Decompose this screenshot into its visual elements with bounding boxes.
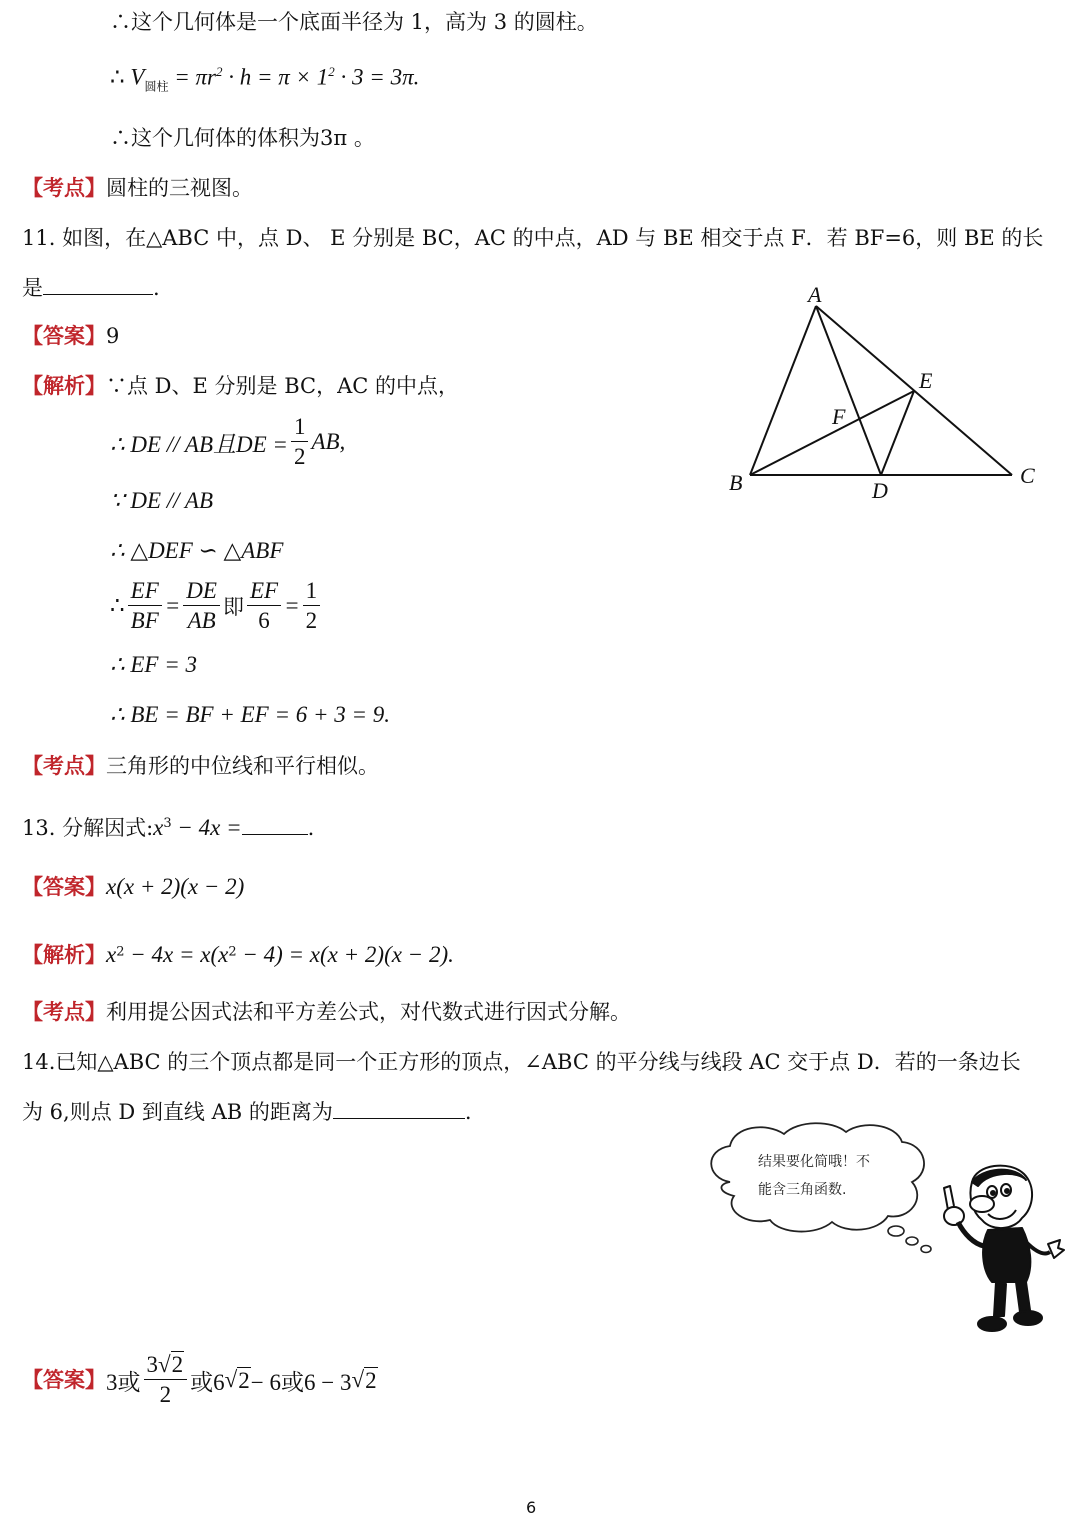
q10-volume-formula: ∴ $V_{圆柱} = \pi r^2 \cdot h = \pi \times 1^2 \cdot 3 = 3\pi$. [110, 64, 420, 94]
cartoon-character-illustration [930, 1160, 1070, 1345]
segment-AC [816, 306, 1012, 475]
q14-question-line1: 14.已知△ABC 的三个顶点都是同一个正方形的顶点，∠ABC 的平分线与线段 AC 交于点 D．若的一条边长 [22, 1050, 1021, 1074]
kaodian-tag: 【考点】 [22, 753, 106, 778]
q11-step6: ∴ EF = 3 [110, 652, 198, 677]
label-F: F [832, 404, 846, 429]
bubble-text-line1: 结果要化简哦！不 [758, 1154, 870, 1170]
q11-kaodian: 【考点】三角形的中位线和平行相似。 [22, 753, 379, 778]
q13-question: 13. 分解因式$:x^3 - 4x$ = . [22, 815, 315, 840]
q11-step2: ∴ DE // AB且DE = $\frac{1}{2}$ AB, [110, 414, 346, 469]
label-C: C [1020, 463, 1035, 488]
q11-question-line1: 11. 如图，在△ABC 中，点 D、 E 分别是 BC，AC 的中点，AD 与 BE 相交于点 F．若 BF=6，则 BE 的长 [22, 226, 1044, 250]
triangle-figure [720, 280, 1050, 510]
q13-kaodian: 【考点】利用提公因式法和平方差公式，对代数式进行因式分解。 [22, 999, 631, 1024]
q10-line1: ∴这个几何体是一个底面半径为 1，高为 3 的圆柱。 [110, 10, 598, 34]
answer-tag: 【答案】 [22, 874, 106, 899]
q13-answer: 【答案】x(x + 2)(x − 2) [22, 874, 245, 899]
q11-step7: ∴ BE = BF + EF = 6 + 3 = 9. [110, 702, 391, 727]
answer-tag: 【答案】 [22, 1367, 106, 1392]
jiexi-tag: 【解析】 [22, 373, 106, 398]
segment-AB [750, 306, 816, 475]
label-E: E [919, 368, 933, 393]
q14-answer: 【答案】 3或 $\frac{3√2}{2}$ 或6 √ 2 − 6或6 − 3 √ 2 [22, 1352, 377, 1407]
segment-AD [816, 306, 881, 475]
q10-conclusion: ∴这个几何体的体积为3π 。 [110, 126, 375, 150]
jiexi-tag: 【解析】 [22, 942, 106, 967]
label-B: B [729, 470, 743, 495]
q13-jiexi: 【解析】$x^2 - 4x = x(x^2 - 4) = x(x + 2)(x - 2)$. [22, 942, 454, 967]
answer-tag: 【答案】 [22, 323, 106, 348]
q11-answer: 【答案】9 [22, 323, 120, 348]
kaodian-tag: 【考点】 [22, 999, 106, 1024]
label-D: D [872, 478, 888, 503]
answer-blank [43, 274, 153, 295]
q14-question-line2: 为 6,则点 D 到直线 AB 的距离为 . [22, 1100, 472, 1124]
answer-blank [333, 1098, 465, 1119]
segment-DE [881, 391, 914, 475]
q11-step3: ∵ DE // AB [110, 488, 214, 513]
q11-step4: ∴ △DEF ∽ △ABF [110, 538, 284, 563]
q10-kaodian: 【考点】圆柱的三视图。 [22, 175, 253, 200]
page-number: 6 [526, 1498, 537, 1517]
answer-blank [242, 814, 308, 835]
bubble-text-line2: 能含三角函数. [758, 1182, 847, 1198]
q11-step5: ∴ $\frac{EF}{BF}$ = $\frac{DE}{AB}$ 即 $\frac{EF}{6}$ = $\frac{1}{2}$ [110, 578, 323, 634]
kaodian-tag: 【考点】 [22, 175, 106, 200]
label-A: A [808, 282, 822, 307]
q11-jiexi-line1: 【解析】∵点 D、E 分别是 BC，AC 的中点， [22, 373, 459, 398]
q11-question-line2: 是 . [22, 276, 160, 300]
